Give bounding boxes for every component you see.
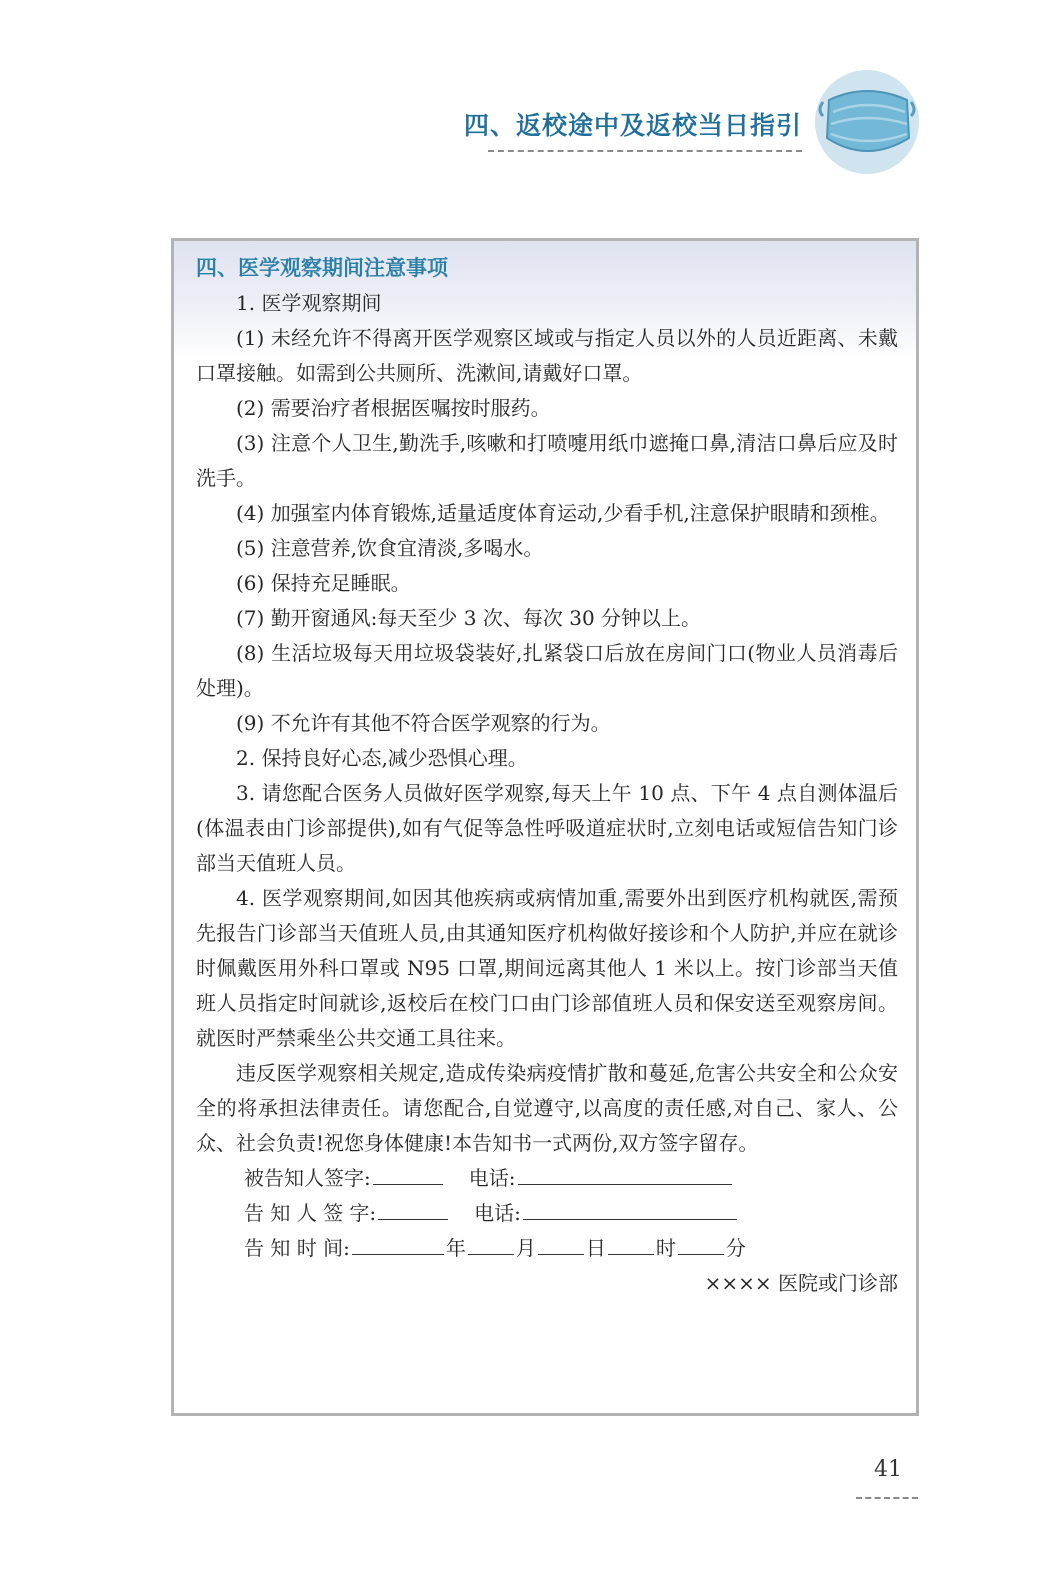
hour-label: 时 [655,1236,676,1260]
notice-content [196,251,898,1301]
time-label: 告 知 时 间: [244,1236,350,1260]
minute-label: 分 [725,1236,746,1260]
item-2: 2. 保持良好心态,减少恐惧心理。 [236,746,528,770]
closing-paragraph: 违反医学观察相关规定,造成传染病疫情扩散和蔓延,危害公共安全和公众安全的将承担法律责任。请您配合,自觉遵守,以高度的责任感,对自己、家人、公众、社会负责!祝您身体健康!本告知书一式两份,双方签字留存。 [196,1061,898,1155]
organization-name: ×××× 医院或门诊部 [704,1271,898,1295]
chapter-title-dash [488,150,802,152]
section-title: 四、医学观察期间注意事项 [196,256,448,280]
minute-blank[interactable] [678,1233,724,1255]
sub-item-3: (3) 注意个人卫生,勤洗手,咳嗽和打喷嚏用纸巾遮掩口鼻,清洁口鼻后应及时洗手。 [196,431,898,490]
sub-item-1: (1) 未经允许不得离开医学观察区域或与指定人员以外的人员近距离、未戴口罩接触。如需到公共厕所、洗漱间,请戴好口罩。 [196,326,898,385]
notified-signature-blank[interactable] [373,1163,443,1185]
year-blank[interactable] [352,1233,444,1255]
chapter-title: 四、返校途中及返校当日指引 [463,111,802,140]
notifier-signature-label: 告 知 人 签 字: [244,1201,377,1225]
month-label: 月 [515,1236,536,1260]
sub-item-9: (9) 不允许有其他不符合医学观察的行为。 [236,711,611,735]
sub-item-8: (8) 生活垃圾每天用垃圾袋装好,扎紧袋口后放在房间门口(物业人员消毒后处理)。 [196,641,898,700]
year-label: 年 [445,1236,466,1260]
item-4: 4. 医学观察期间,如因其他疾病或病情加重,需要外出到医疗机构就医,需预先报告门诊部当天值班人员,由其通知医疗机构做好接诊和个人防护,并应在就诊时佩戴医用外科口罩或 N95 口罩,期间远离其他人 1 米以上。按门诊部当天值班人员指定时间就诊,返校后在校门口由门诊部值班人员和保安送至观察房间。就医时严禁乘坐公共交通工具往来。 [196,886,898,1050]
sub-item-2: (2) 需要治疗者根据医嘱按时服药。 [236,396,551,420]
phone-blank-2[interactable] [523,1198,737,1220]
signature-row-time [196,1231,898,1266]
day-label: 日 [585,1236,606,1260]
phone-label-2: 电话: [474,1201,521,1225]
notified-signature-label: 被告知人签字: [244,1166,371,1190]
signature-row-notified [196,1161,898,1196]
phone-blank[interactable] [518,1163,732,1185]
day-blank[interactable] [538,1233,584,1255]
item1-heading: 1. 医学观察期间 [236,291,382,315]
page-number-dash [856,1497,918,1499]
item-3: 3. 请您配合医务人员做好医学观察,每天上午 10 点、下午 4 点自测体温后(体温表由门诊部提供),如有气促等急性呼吸道症状时,立刻电话或短信告知门诊部当天值班人员。 [196,781,898,875]
phone-label: 电话: [468,1166,516,1190]
sub-item-7: (7) 勤开窗通风:每天至少 3 次、每次 30 分钟以上。 [236,606,702,630]
notice-box [171,238,919,1416]
page-number: 41 [874,1457,902,1482]
signature-row-notifier [196,1196,898,1231]
month-blank[interactable] [468,1233,514,1255]
sub-item-6: (6) 保持充足睡眠。 [236,571,411,595]
hour-blank[interactable] [608,1233,654,1255]
sub-item-4: (4) 加强室内体育锻炼,适量适度体育运动,少看手机,注意保护眼睛和颈椎。 [236,501,890,525]
notifier-signature-blank[interactable] [378,1198,448,1220]
sub-item-5: (5) 注意营养,饮食宜清淡,多喝水。 [236,536,544,560]
face-mask-icon [815,70,919,174]
